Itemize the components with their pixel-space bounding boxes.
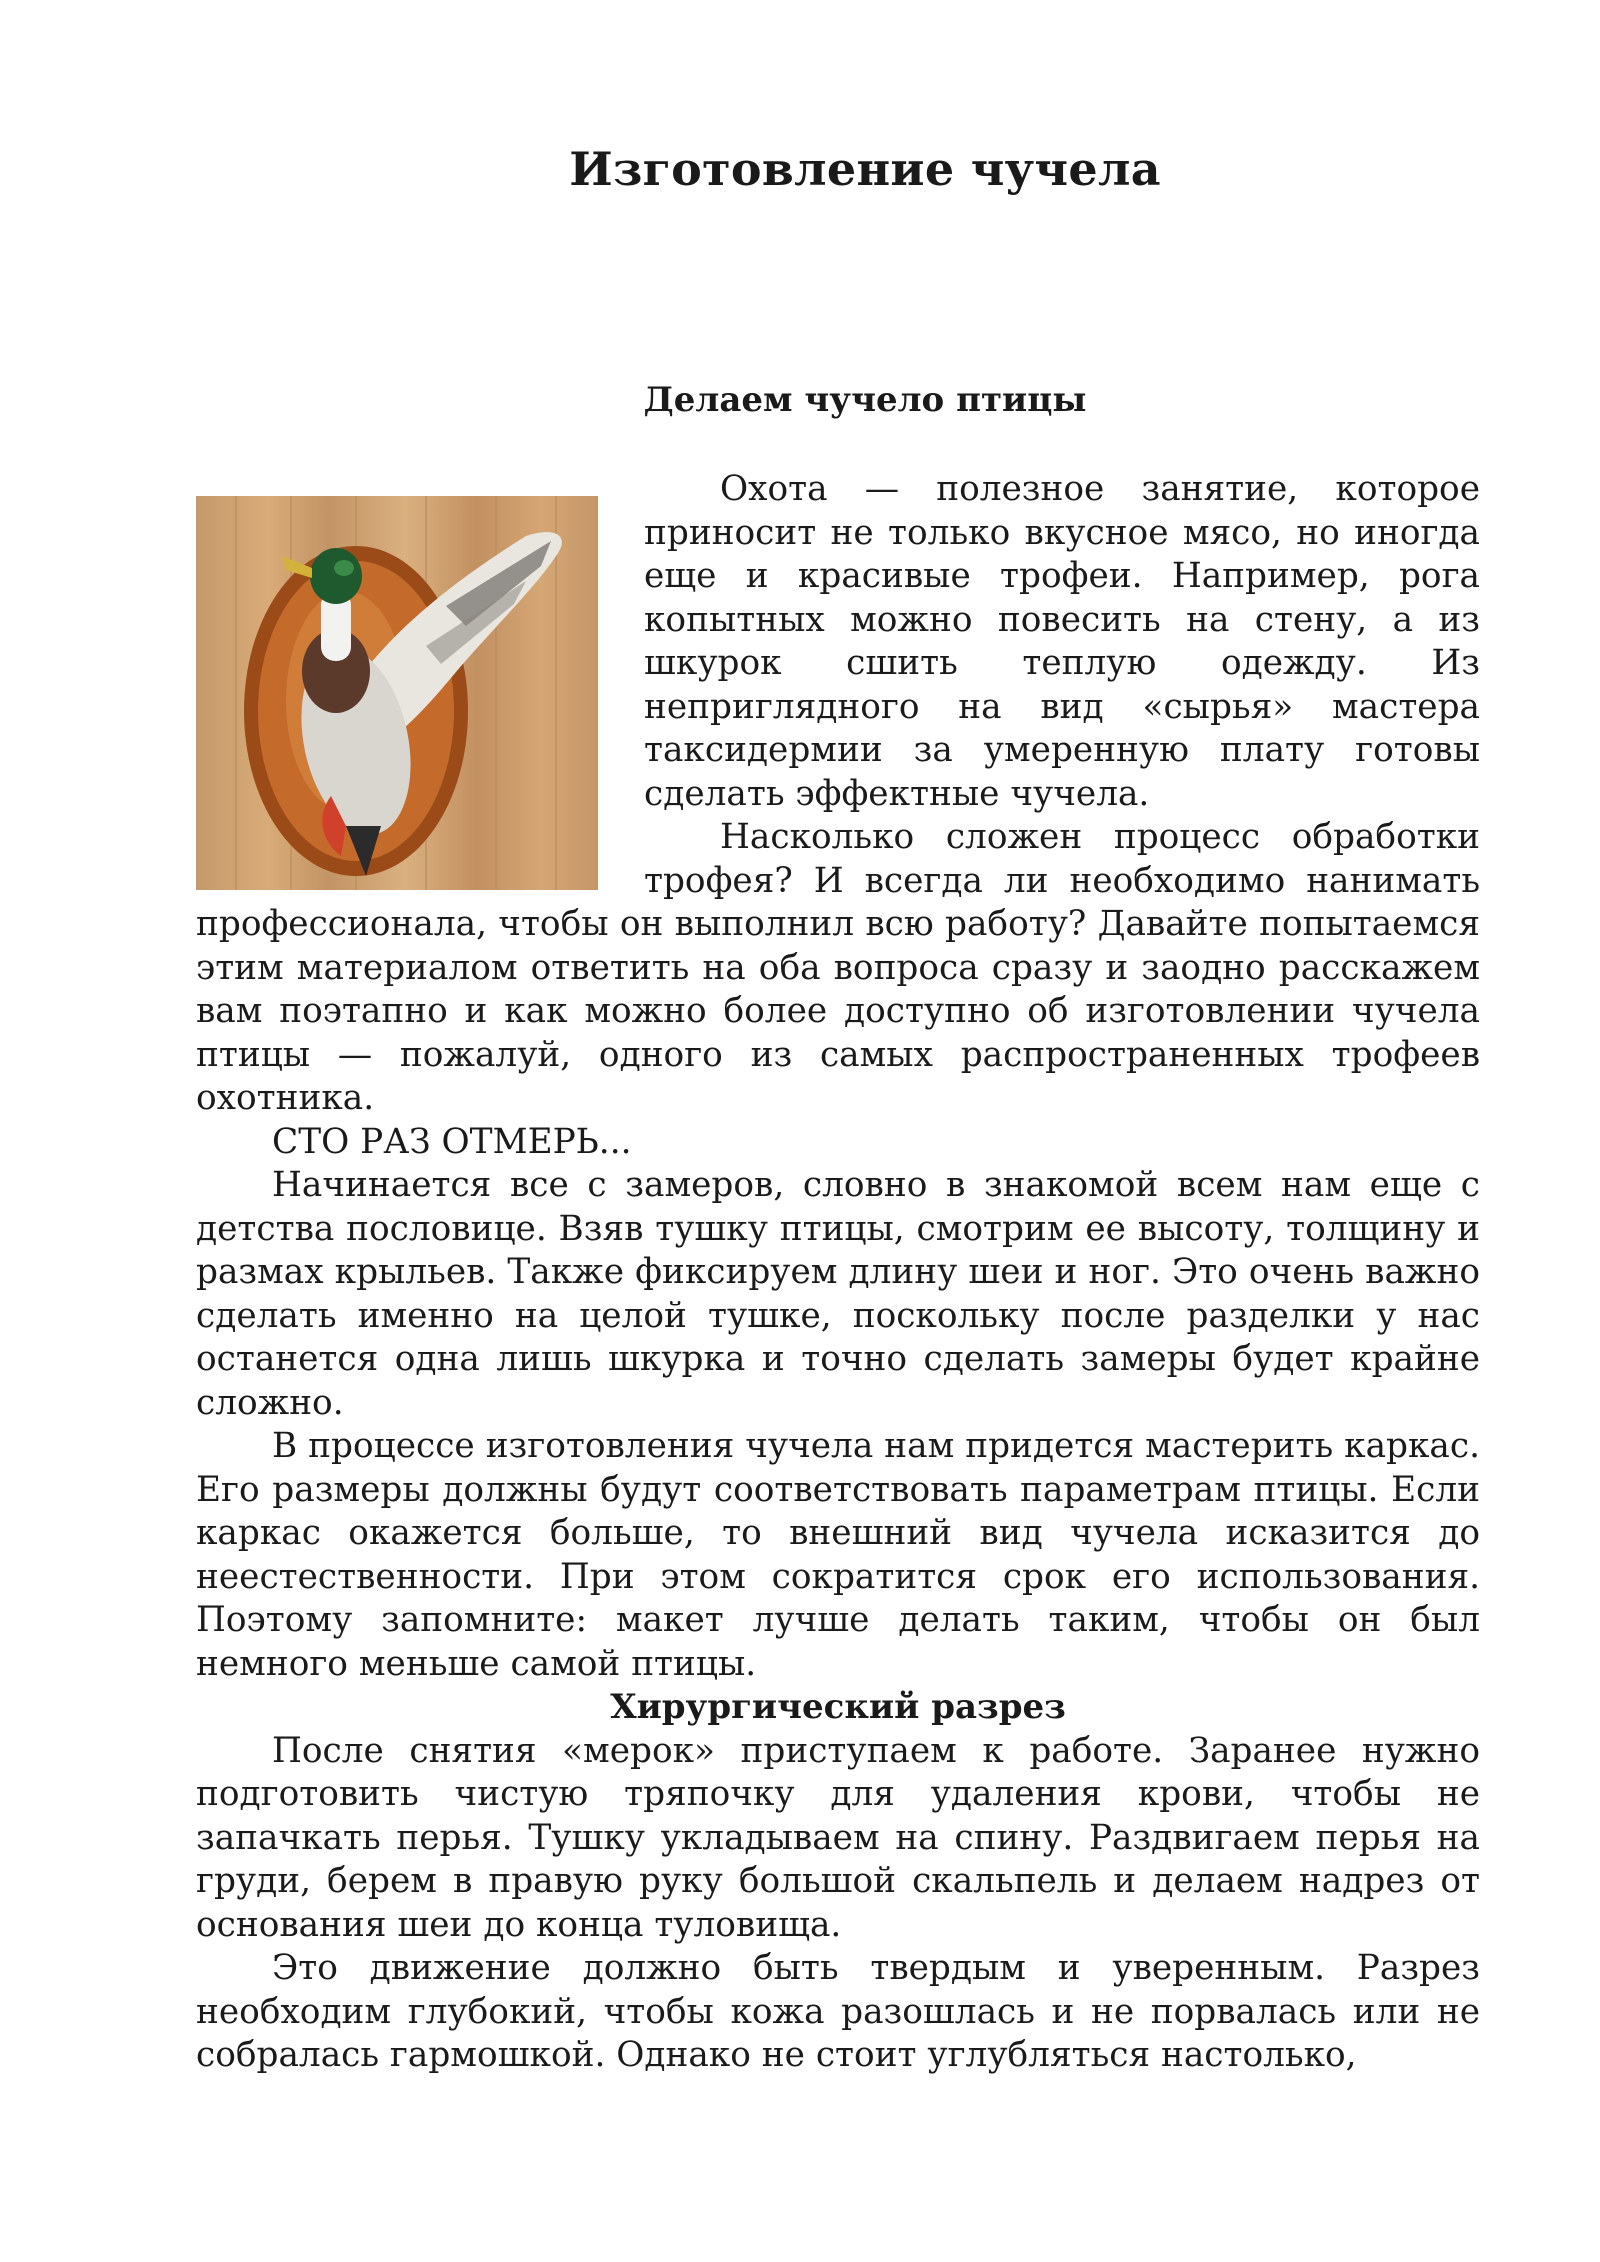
subheading-caps: СТО РАЗ ОТМЕРЬ... (272, 1121, 632, 1162)
stuffed-duck-on-wall-plaque-icon (196, 496, 598, 890)
article-body (196, 468, 1480, 2078)
paragraph: Начинается все с замеров, словно в знакомой всем нам еще с детства пословице. Взяв тушку птицы, смотрим ее высоту, толщину и размах крыльев. Также фиксируем длину шеи и ног. Это очень важно сделать именно на целой тушке, поскольку после разделки у нас останется одна лишь шкурка и точно сделать замеры будет крайне сложно. (196, 1165, 1480, 1423)
paragraph: Насколько сложен процесс обработки трофея? И всегда ли необходимо нанимать профессионала, чтобы он выполнил всю работу? Давайте попытаемся этим материалом ответить на оба вопроса сразу и заодно расскажем вам поэтапно и как можно более доступно об изготовлении чучела птицы — пожалуй, одного из самых распространенных трофеев охотника. (196, 817, 1480, 1118)
duck-trophy-image (196, 496, 598, 890)
paragraph: Охота — полезное занятие, которое приносит не только вкусное мясо, но иногда еще и красивые трофеи. Например, рога копытных можно повесить на стену, а из шкурок сшить теплую одежду. Из неприглядного на вид «сырья» мастера таксидермии за умеренную плату готовы сделать эффектные чучела. (644, 469, 1480, 814)
page-title: Изготовление чучела (569, 142, 1161, 196)
paragraph: Это движение должно быть твердым и уверенным. Разрез необходим глубокий, чтобы кожа разошлась и не порвалась или не собралась гармошкой. Однако не стоит углубляться настолько, (196, 1948, 1480, 2075)
paragraph: После снятия «мерок» приступаем к работе. Заранее нужно подготовить чистую тряпочку для удаления крови, чтобы не запачкать перья. Тушку укладываем на спину. Раздвигаем перья на груди, берем в правую руку большой скальпель и делаем надрез от основания шеи до конца туловища. (196, 1730, 1480, 1945)
paragraph: В процессе изготовления чучела нам придется мастерить каркас. Его размеры должны будут соответствовать параметрам птицы. Если каркас окажется больше, то внешний вид чучела исказится до неестественности. При этом сократится срок его использования. Поэтому запомните: макет лучше делать таким, чтобы он был немного меньше самой птицы. (196, 1426, 1480, 1684)
section-title: Делаем чучело птицы (643, 380, 1087, 420)
section2-title: Хирургический разрез (610, 1687, 1066, 1727)
